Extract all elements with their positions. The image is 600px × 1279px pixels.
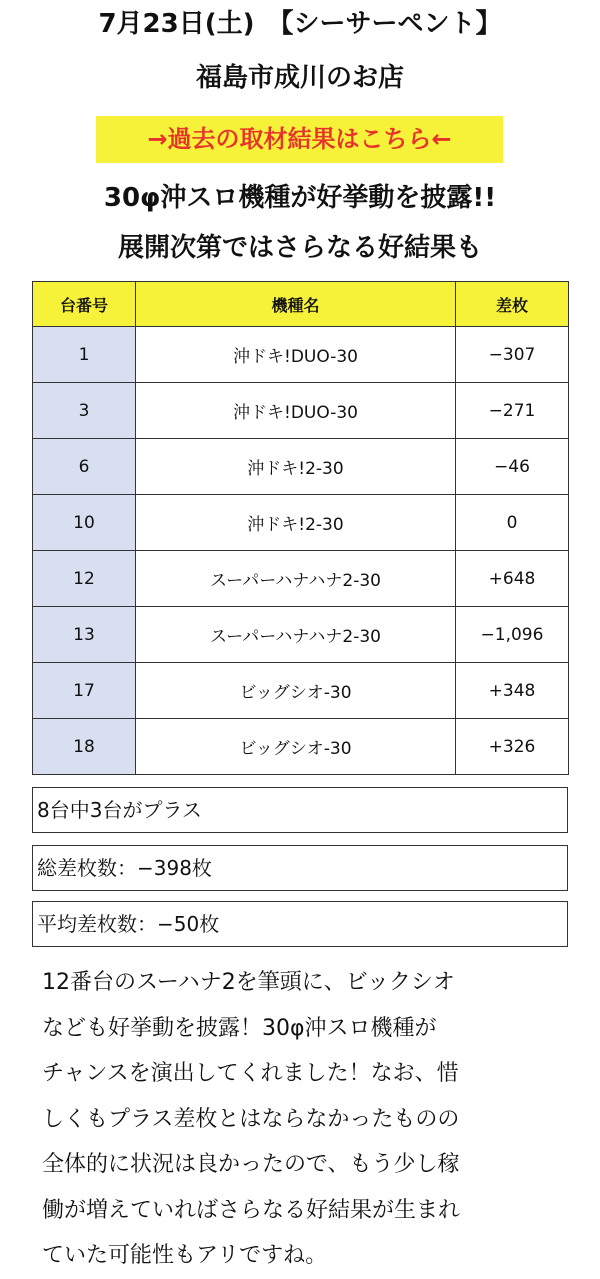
date-title: 7月23日(土) 【シーサーペント】 [98, 9, 502, 39]
total-difference-summary: 総差枚数：−398枚 [32, 845, 568, 891]
table-row [33, 719, 569, 775]
machine-number-cell: 18 [33, 719, 136, 775]
machine-name-cell: スーパーハナハナ2-30 [136, 607, 456, 663]
coin-difference-cell: −307 [456, 327, 569, 383]
machine-name-cell: 沖ドキ!2-30 [136, 439, 456, 495]
commentary-line: ていた可能性もアリですね。 [42, 1243, 328, 1268]
commentary-text [42, 960, 562, 1279]
table-row [33, 495, 569, 551]
commentary-line: 12番台のスーハナ2を筆頭に、ビックシオ [42, 970, 455, 995]
commentary-line: 全体的に状況は良かったので、もう少し稼 [42, 1152, 460, 1177]
table-row [33, 551, 569, 607]
machine-number-cell: 12 [33, 551, 136, 607]
coin-difference-cell: +348 [456, 663, 569, 719]
table-row [33, 383, 569, 439]
headline-secondary: 展開次第ではさらなる好結果も [117, 233, 482, 263]
machine-number-cell: 6 [33, 439, 136, 495]
results-table [32, 281, 569, 775]
machine-number-cell: 10 [33, 495, 136, 551]
machine-name-cell: 沖ドキ!2-30 [136, 495, 456, 551]
machine-number-cell: 17 [33, 663, 136, 719]
table-row [33, 607, 569, 663]
header-machine-number: 台番号 [33, 282, 136, 327]
machine-number-cell: 1 [33, 327, 136, 383]
commentary-line: 働が増えていればさらなる好結果が生まれ [42, 1197, 461, 1223]
coin-difference-cell: −1,096 [456, 607, 569, 663]
headline-primary: 30φ沖スロ機種が好挙動を披露!! [103, 183, 497, 213]
shop-title: 福島市成川のお店 [195, 63, 404, 93]
coin-difference-cell: −46 [456, 439, 569, 495]
average-difference-summary: 平均差枚数：−50枚 [32, 901, 568, 947]
machine-name-cell: 沖ドキ!DUO-30 [136, 383, 456, 439]
machine-number-cell: 3 [33, 383, 136, 439]
machine-name-cell: ビッグシオ-30 [136, 719, 456, 775]
commentary-line: チャンスを演出してくれました！なお、惜 [42, 1061, 459, 1086]
machine-name-cell: ビッグシオ-30 [136, 663, 456, 719]
coin-difference-cell: 0 [456, 495, 569, 551]
machine-name-cell: 沖ドキ!DUO-30 [136, 327, 456, 383]
commentary-line: しくもプラス差枚とはならなかったものの [42, 1106, 460, 1132]
plus-count-summary: 8台中3台がプラス [32, 787, 568, 833]
commentary-line: なども好挙動を披露！30φ沖スロ機種が [42, 1015, 437, 1041]
coin-difference-cell: +326 [456, 719, 569, 775]
header-coin-difference: 差枚 [456, 282, 569, 327]
coin-difference-cell: −271 [456, 383, 569, 439]
table-row [33, 327, 569, 383]
table-row [33, 439, 569, 495]
table-row [33, 663, 569, 719]
machine-number-cell: 13 [33, 607, 136, 663]
past-results-link[interactable]: →過去の取材結果はこちら← [96, 116, 503, 163]
table-header-row [33, 282, 569, 327]
header-machine-name: 機種名 [136, 282, 456, 327]
machine-name-cell: スーパーハナハナ2-30 [136, 551, 456, 607]
coin-difference-cell: +648 [456, 551, 569, 607]
